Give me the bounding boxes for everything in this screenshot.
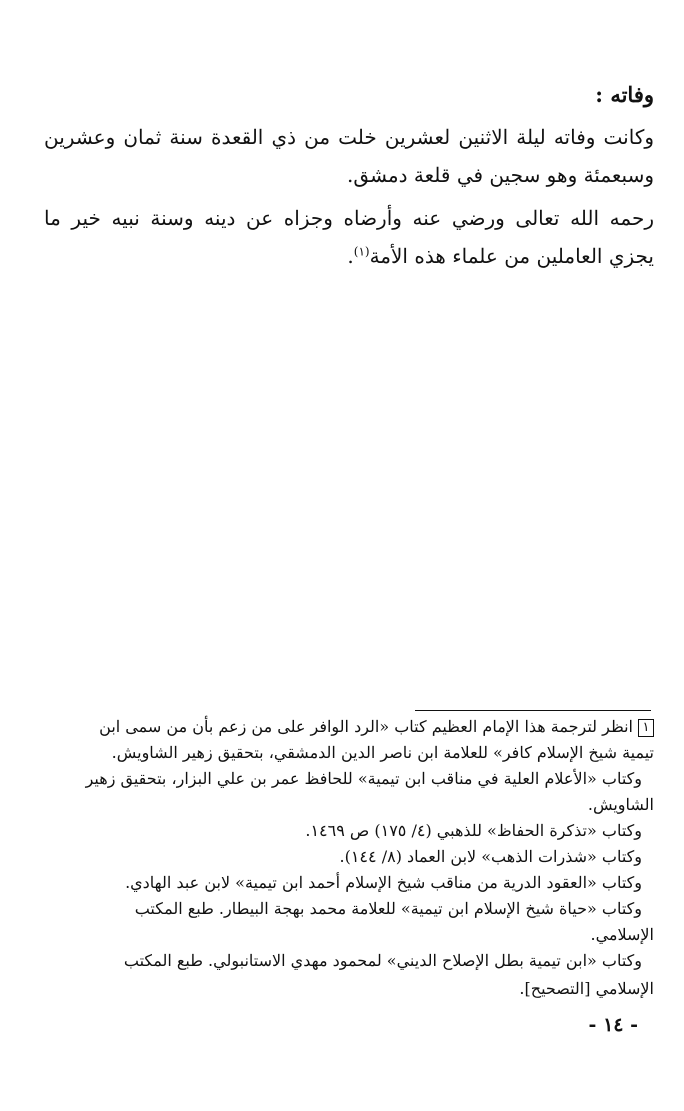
paragraph-tail: .: [347, 244, 354, 268]
paragraph-text: وكانت وفاته ليلة الاثنين لعشرين خلت من ذي القعدة سنة ثمان وعشرين وسبعمئة وهو سجين في قلعة دمشق.: [44, 125, 654, 187]
paragraph-text: رحمه الله تعالى ورضي عنه وأرضاه وجزاه عن دينه وسنة نبيه خير ما يجزي العاملين من علماء هذه الأمة: [44, 206, 654, 268]
footnote-line: وكتاب «العقود الدرية من مناقب شيخ الإسلام أحمد ابن تيمية» لابن عبد الهادي.: [125, 873, 642, 892]
footnote-line: الإسلامي.: [590, 925, 654, 944]
footnote-number: ١: [638, 719, 654, 737]
footnote-line: تيمية شيخ الإسلام كافر» للعلامة ابن ناصر الدين الدمشقي، بتحقيق زهير الشاويش.: [111, 743, 654, 762]
footnotes-block: [38, 714, 654, 1004]
footnote-separator: [415, 710, 651, 711]
footnote-line: وكتاب «الأعلام العلية في مناقب ابن تيمية» للحافظ عمر بن علي البزار، بتحقيق زهير: [85, 769, 642, 788]
footnote-line: الإسلامي [التصحيح].: [519, 979, 654, 998]
footnote-text: انظر لترجمة هذا الإمام العظيم كتاب «الرد الوافر على من زعم بأن من سمى ابن: [99, 717, 633, 736]
footnote-line: وكتاب «حياة شيخ الإسلام ابن تيمية» للعلامة محمد بهجة البيطار. طبع المكتب: [134, 899, 642, 918]
footnote-reference[interactable]: (١): [353, 244, 370, 259]
footnote-line: وكتاب «شذرات الذهب» لابن العماد (٨/ ١٤٤).: [339, 847, 642, 866]
footnote-line: [38, 714, 654, 740]
footnote-line: وكتاب «ابن تيمية بطل الإصلاح الديني» لمحمود مهدي الاستانبولي. طبع المكتب: [123, 951, 642, 970]
footnote-line: وكتاب «تذكرة الحفاظ» للذهبي (٤/ ١٧٥) ص ١٤٦٩.: [305, 821, 642, 840]
paragraph-prayer: [44, 199, 654, 275]
paragraph-death-date: [44, 118, 654, 194]
footnote-line: الشاويش.: [587, 795, 654, 814]
section-heading: وفاته :: [595, 82, 654, 107]
page-number: - ١٤ -: [588, 1014, 638, 1036]
